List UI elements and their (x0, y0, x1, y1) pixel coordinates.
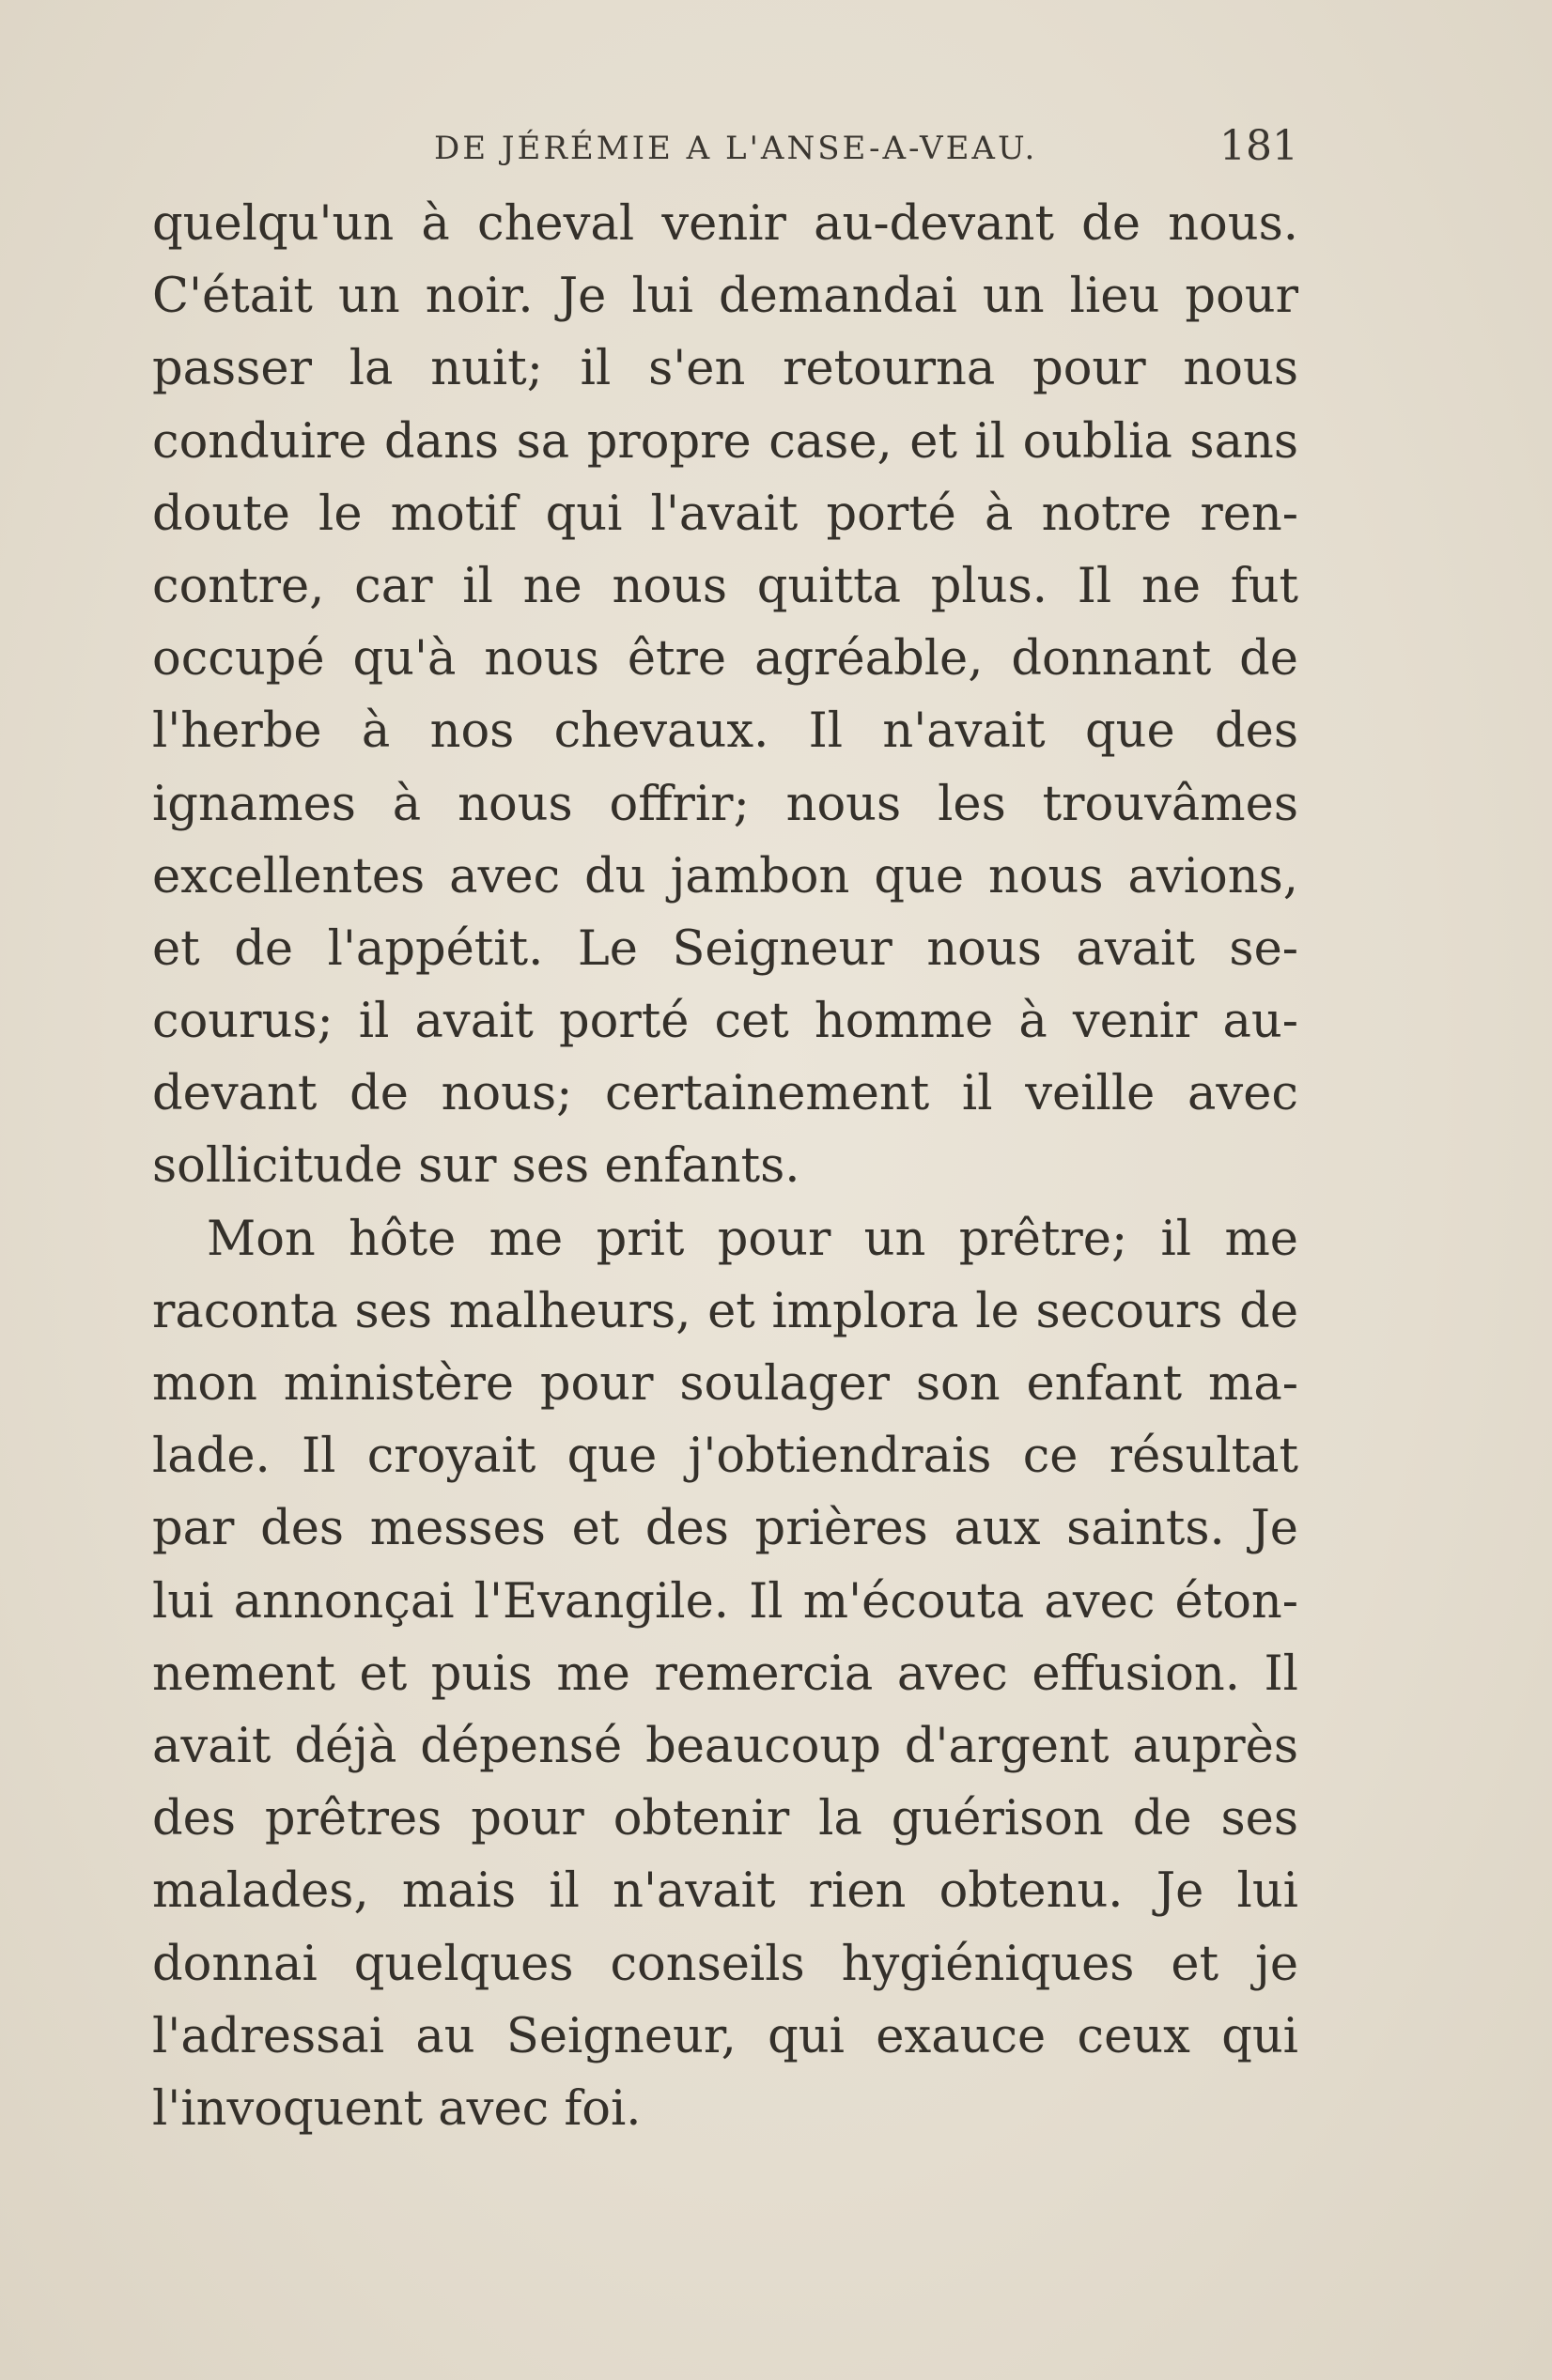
paragraph-start-line: Mon hôte me prit pour un prêtre; il me (207, 1211, 1298, 1267)
text-line: lade. Il croyait que j'obtiendrais ce résultat (152, 1429, 1298, 1485)
text-line: courus; il avait porté cet homme à venir au- (152, 994, 1298, 1050)
text-line: C'était un noir. Je lui demandai un lieu pour (152, 269, 1298, 325)
body-text (152, 188, 1298, 2145)
paragraph-end-line: l'invoquent avec foi. (152, 2080, 642, 2137)
text-line: passer la nuit; il s'en retourna pour nous (152, 341, 1298, 397)
text-line: raconta ses malheurs, et implora le secours de (152, 1283, 1298, 1339)
text-line: doute le motif qui l'avait porté à notre ren- (152, 486, 1298, 542)
text-line: nement et puis me remercia avec effusion. Il (152, 1646, 1298, 1702)
text-line: devant de nous; certainement il veille avec (152, 1066, 1298, 1122)
text-line: ignames à nous offrir; nous les trouvâmes (152, 776, 1298, 832)
text-line: par des messes et des prières aux saints. Je (152, 1501, 1298, 1557)
text-line: l'adressai au Seigneur, qui exauce ceux qui (152, 2008, 1298, 2064)
text-line: malades, mais il n'avait rien obtenu. Je lui (152, 1863, 1298, 1920)
page-number: 181 (1219, 122, 1298, 170)
text-line: des prêtres pour obtenir la guérison de ses (152, 1791, 1298, 1847)
text-line: avait déjà dépensé beaucoup d'argent auprès (152, 1718, 1298, 1774)
running-head (152, 120, 1298, 177)
text-line: l'herbe à nos chevaux. Il n'avait que des (152, 703, 1298, 760)
paragraph-end-line: sollicitude sur ses enfants. (152, 1138, 800, 1195)
text-line: occupé qu'à nous être agréable, donnant de (152, 631, 1298, 688)
running-title: DE JÉRÉMIE A L'ANSE-A-VEAU. (434, 130, 1038, 167)
text-line: lui annonçai l'Evangile. Il m'écouta avec éton- (152, 1573, 1298, 1630)
text-line: et de l'appétit. Le Seigneur nous avait se- (152, 920, 1298, 977)
text-line: quelqu'un à cheval venir au-devant de nous. (152, 196, 1298, 252)
text-line: donnai quelques conseils hygiéniques et je (152, 1936, 1298, 1992)
text-line: excellentes avec du jambon que nous avions, (152, 848, 1298, 904)
text-line: contre, car il ne nous quitta plus. Il ne fut (152, 558, 1298, 614)
text-line: conduire dans sa propre case, et il oublia sans (152, 413, 1298, 470)
text-line: mon ministère pour soulager son enfant ma- (152, 1356, 1298, 1412)
